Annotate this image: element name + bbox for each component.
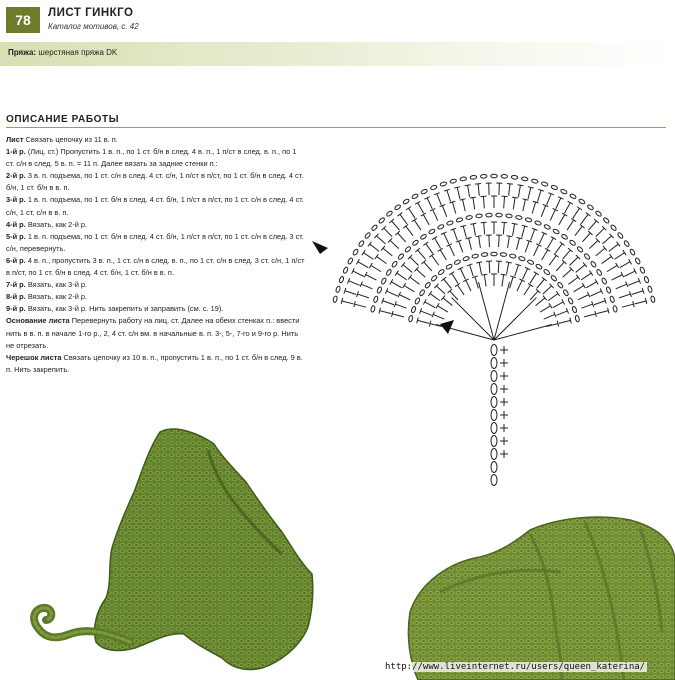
page-number: 78	[6, 7, 40, 33]
base-arrow-icon	[440, 320, 454, 334]
yarn-label: Пряжа:	[8, 48, 37, 57]
instruction-row: Лист Связать цепочку из 11 в. п.	[6, 135, 118, 144]
page-subtitle: Каталог мотивов, с. 42	[48, 22, 139, 31]
crochet-leaf-photo-left	[34, 429, 313, 669]
page-header	[0, 0, 675, 40]
instruction-row: 7-й р. Вязать, как 3-й р.	[6, 280, 88, 290]
instruction-row: 1-й р. (Лиц. ст.) Пропустить 1 в. п., по 1 ст. б/н в след. 4 в. п., 1 п/ст в след. в. п., по 1 ст. с/н в след. 5 в. п. = 11 п. Далее вязать за задние стенки п.:	[6, 147, 297, 169]
instructions	[6, 134, 306, 376]
instruction-row: Черешок листа Связать цепочку из 10 в. п., пропустить 1 в. п., по 1 ст. б/н в след. 9 в. п. Нить закрепить.	[6, 352, 303, 374]
instruction-row: 4-й р. Вязать, как 2-й р.	[6, 219, 88, 229]
section-title: ОПИСАНИЕ РАБОТЫ	[6, 114, 120, 125]
leaf-photos	[0, 422, 675, 680]
watermark-url: http://www.liveinternet.ru/users/queen_katerina/	[385, 662, 646, 672]
instruction-row: Основание листа Перевернуть работу на лиц. ст. Далее на обеих стенках п.: ввести нить в в. п. в начале 1-го р., 2, 4 ст. с/н вм. в начальные в. п. 3-, 5-, 7-го и 9-го р. Нить не отрезать.	[6, 316, 300, 350]
instruction-row: 2-й р. 3 в. п. подъема, по 1 ст. с/н в след. 4 ст. с/н, 1 п/ст в п/ст, по 1 ст. б/н в след. 4 ст. б/н, 1 ст. б/н в в. п.	[6, 171, 304, 193]
instruction-row: 8-й р. Вязать, как 2-й р.	[6, 292, 88, 302]
instruction-row: 6-й р. 4 в. п., пропустить 3 в. п., 1 ст. с/н в след. в. п., по 1 ст. с/н в след. 3 ст. с/н, 1 п/ст в п/ст, по 1 ст. б/н в след. 4 ст. б/н, 1 ст. б/н в в. п.	[6, 255, 305, 278]
instruction-row: 3-й р. 1 в. п. подъема, по 1 ст. б/н в след. 4 ст. б/н, 1 п/ст в п/ст, по 1 ст. с/н в след. 4 ст. с/н, 1 ст. с/н в в. п.	[6, 195, 304, 217]
page-title: ЛИСТ ГИНКГО	[48, 7, 134, 19]
chart-symbols	[333, 174, 656, 340]
yarn-value: шерстяная пряжа DK	[38, 48, 118, 57]
section-divider	[6, 127, 666, 128]
instruction-row: 9-й р. Вязать, как 3-й р. Нить закрепить и заправить (см. с. 19).	[6, 304, 224, 314]
crochet-leaf-photo-right	[408, 517, 675, 680]
start-arrow-icon	[312, 241, 328, 254]
instruction-row: 5-й р. 1 в. п. подъема, по 1 ст. б/н в след. 4 ст. б/н, 1 п/ст в п/ст, по 1 ст. с/н в след. 3 ст. с/н, перевернуть.	[6, 231, 304, 253]
yarn-info	[8, 48, 117, 57]
